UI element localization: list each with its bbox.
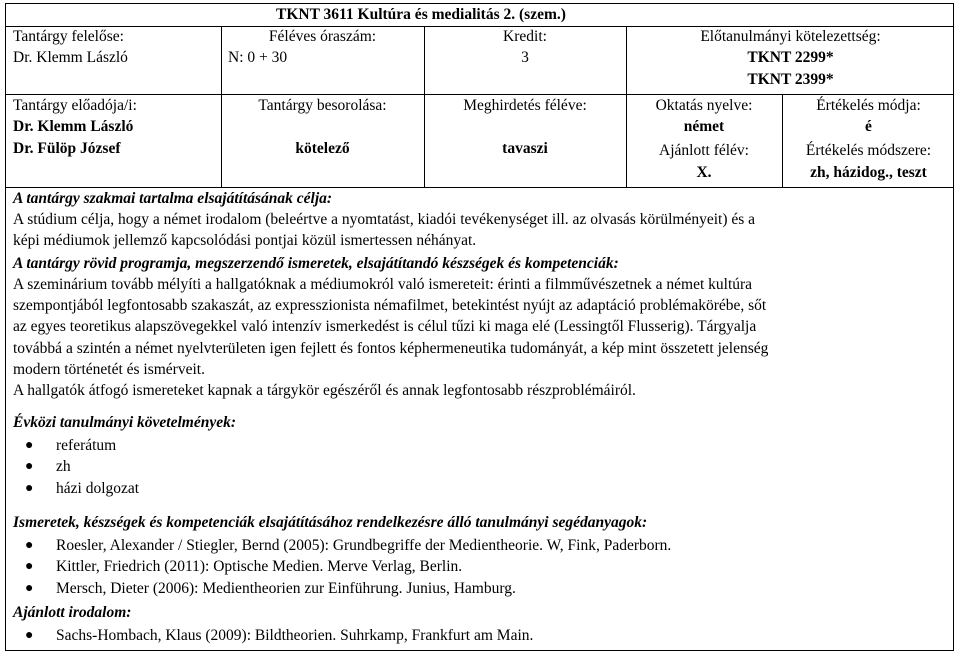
list-item — [6, 625, 533, 646]
list-item — [6, 578, 671, 599]
eval-method-label: Értékelés módszere: — [805, 142, 932, 159]
list-item — [6, 478, 139, 499]
language-value: német — [683, 118, 725, 135]
classification-value: kötelező — [295, 140, 350, 157]
classification-label: Tantárgy besorolása: — [258, 97, 387, 114]
table-bottom-divider — [6, 187, 953, 188]
materials-heading: Ismeretek, készségek és kompetenciák elsajátításához rendelkezésre álló tanulmányi segédanyagok: — [13, 514, 648, 531]
goal-line: képi médiumok jellemző kapcsolódási pontjai közül ismertessen néhányat. — [13, 232, 477, 250]
goal-paragraph — [13, 209, 947, 251]
program-line: modern történetét és ismérveit. — [13, 360, 205, 378]
program-heading: A tantárgy rövid programja, megszerzendő ismeretek, elsajátítandó készségek és kompetenciák: — [13, 255, 619, 272]
lecturer-2: Dr. Fülöp József — [13, 140, 121, 157]
program-line: A szeminárium tovább mélyíti a hallgatóknak a médiumokról való ismereteit: érinti a filmművészetnek a német kultúra — [13, 276, 753, 293]
eval-method-value: zh, házidog., teszt — [810, 164, 927, 181]
requirements-heading: Évközi tanulmányi követelmények: — [13, 414, 237, 431]
bullet-icon: ● — [25, 480, 34, 496]
list-item-text: Mersch, Dieter (2006): Medientheorien zur Einführung. Junius, Hamburg. — [56, 579, 516, 597]
list-item — [6, 456, 139, 477]
bullet-icon: ● — [25, 538, 34, 553]
goal-heading: A tantárgy szakmai tartalma elsajátításának célja: — [13, 190, 333, 207]
bullet-icon: ● — [25, 580, 34, 596]
credit-label: Kredit: — [503, 28, 547, 45]
list-item-text: Sachs-Hombach, Klaus (2009): Bildtheorien. Suhrkamp, Frankfurt am Main. — [56, 627, 534, 644]
credit-value: 3 — [521, 49, 529, 66]
recommended-semester-value: X. — [696, 164, 712, 181]
program-paragraph — [13, 274, 947, 401]
list-item-text: Kittler, Friedrich (2011): Optische Medien. Merve Verlag, Berlin. — [56, 558, 463, 576]
bullet-icon: ● — [25, 559, 34, 575]
list-item-text: házi dolgozat — [56, 479, 140, 497]
hours-value: N: 0 + 30 — [228, 49, 288, 66]
program-line: szempontjából legfontosabb szakaszát, az expresszionista némafilmet, betekintést nyújt az adaptáció problémakörébe, sőt — [13, 297, 767, 315]
responsible-name: Dr. Klemm László — [13, 49, 128, 66]
title-divider — [6, 26, 953, 27]
eval-mode-value: é — [865, 118, 872, 135]
list-item — [6, 535, 671, 556]
requirements-list — [6, 435, 139, 499]
program-extra: A hallgatók átfogó ismereteket kapnak a tárgykör egészéről és annak legfontosabb részproblémáiról. — [13, 382, 636, 400]
bullet-icon: ● — [25, 438, 34, 453]
responsible-label: Tantárgy felelőse: — [13, 28, 124, 45]
semester-label: Meghirdetés féléve: — [463, 97, 587, 114]
bullet-icon: ● — [25, 628, 34, 643]
language-label: Oktatás nyelve: — [655, 97, 753, 114]
prereq-1: TKNT 2299* — [747, 49, 834, 66]
prereq-label: Előtanulmányi kötelezettség: — [700, 28, 881, 45]
list-item — [6, 556, 671, 577]
lecturer-1: Dr. Klemm László — [13, 118, 134, 135]
header-divider — [6, 94, 953, 95]
bullet-icon: ● — [25, 459, 34, 475]
program-line: továbbá a szintén a német nyelvterületen igen fejlett és fontos képhermeneutika tudományát, a kép mint összetett jelenség — [13, 339, 769, 357]
recommended-heading: Ajánlott irodalom: — [13, 604, 132, 621]
recommended-list — [6, 625, 533, 646]
materials-list — [6, 535, 671, 599]
goal-line: A stúdium célja, hogy a német irodalom (beleértve a nyomtatást, kiadói tevékenységet ill. az olvasás körülményeit) és a — [13, 211, 756, 228]
list-item-text: zh — [56, 458, 71, 476]
list-item-text: referátum — [56, 437, 117, 454]
list-item-text: Roesler, Alexander / Stiegler, Bernd (2005): Grundbegriffe der Medientheorie. W, Fink, Paderborn. — [56, 537, 672, 554]
list-item — [6, 435, 139, 456]
eval-mode-label: Értékelés módja: — [816, 97, 921, 114]
recommended-semester-label: Ajánlott félév: — [659, 142, 749, 159]
program-line: az egyes teoretikus alapszövegekkel való intenzív ismerkedést is célul tűzi ki maga elé (Lessingtől Flusserig). Tárgyalja — [13, 318, 757, 336]
course-title: TKNT 3611 Kultúra és medialitás 2. (szem.) — [276, 6, 566, 23]
course-datasheet — [5, 3, 954, 651]
prereq-2: TKNT 2399* — [747, 71, 834, 88]
semester-value: tavaszi — [502, 140, 548, 157]
lecturers-label: Tantárgy előadója/i: — [13, 97, 137, 114]
hours-label: Féléves óraszám: — [268, 28, 377, 45]
